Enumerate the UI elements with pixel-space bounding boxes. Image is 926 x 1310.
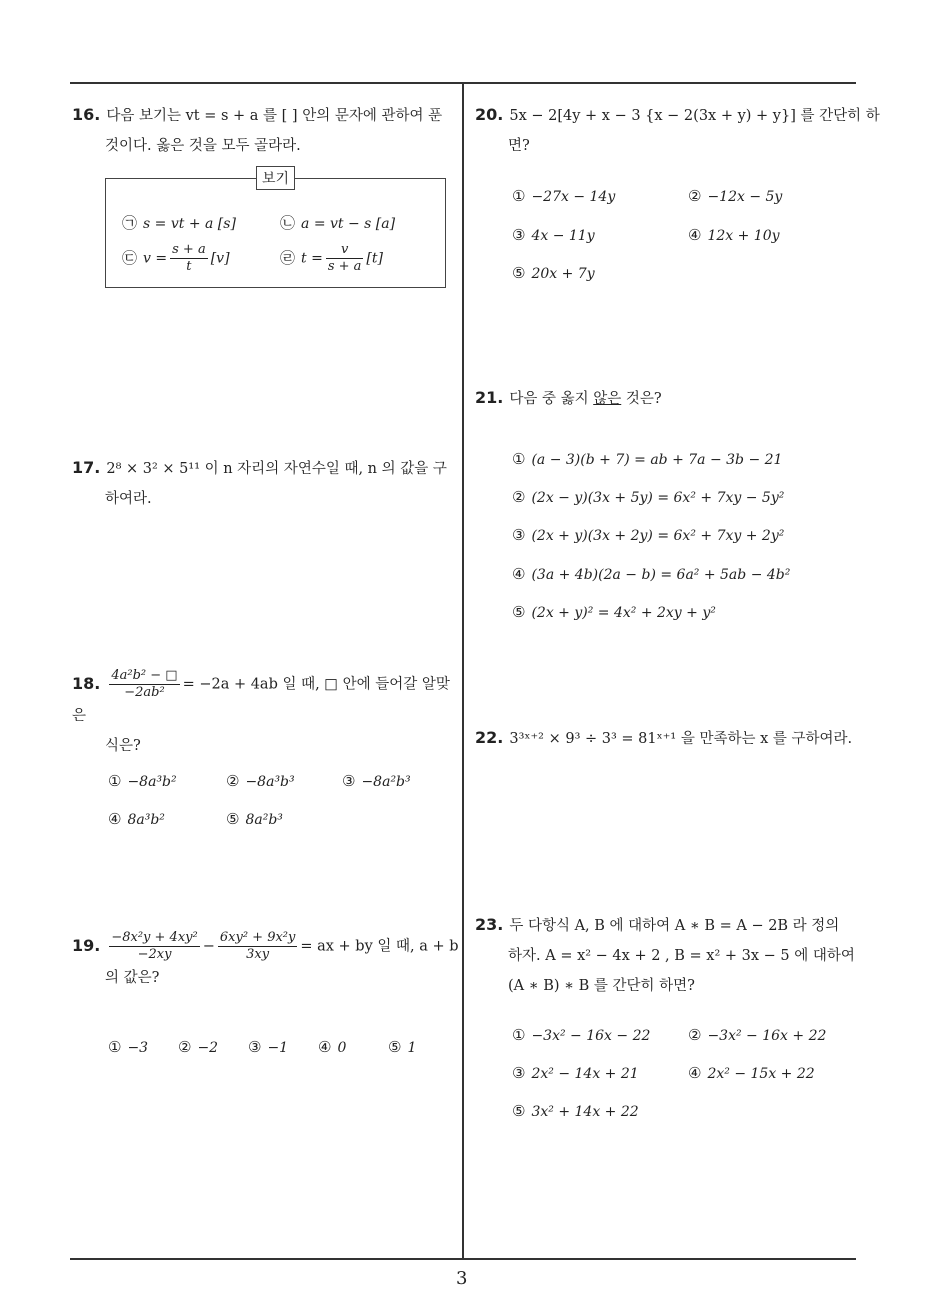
option-mark: ①: [108, 772, 122, 790]
question-text: 5x − 2[4y + x − 3 {x − 2(3x + y) + y}] 를 간단히 하: [509, 108, 880, 124]
option-mark: ⑤: [226, 810, 240, 828]
option-3[interactable]: [248, 1038, 288, 1056]
option-4[interactable]: [108, 810, 165, 828]
option-4[interactable]: [512, 565, 790, 583]
option-text: 2x² − 14x + 21: [531, 1066, 639, 1082]
option-mark: ③: [512, 226, 526, 244]
question-text-cont: 것이다. 옳은 것을 모두 골라라.: [105, 138, 301, 154]
example-item-4: [280, 242, 383, 275]
item-mark: ㉣: [280, 248, 296, 267]
option-4[interactable]: [688, 226, 780, 244]
fraction: [109, 930, 199, 963]
question-16: [72, 100, 457, 161]
option-mark: ①: [512, 1026, 526, 1044]
option-2[interactable]: [512, 488, 784, 506]
option-1[interactable]: [108, 1038, 148, 1056]
option-text: −12x − 5y: [707, 189, 783, 205]
option-mark: ⑤: [512, 264, 526, 282]
option-mark: ④: [318, 1038, 332, 1056]
question-text: = −2a + 4ab 일 때, □ 안에 들어갈 알맞은: [72, 676, 450, 724]
option-text: −1: [267, 1040, 289, 1056]
fraction: [109, 668, 179, 701]
question-number: 18.: [72, 673, 101, 693]
example-box-title: 보기: [256, 166, 295, 190]
option-3[interactable]: [512, 1064, 639, 1082]
option-mark: ①: [512, 187, 526, 205]
question-18: [72, 668, 457, 761]
underlined-word: 않은: [593, 391, 622, 407]
option-5[interactable]: [512, 603, 716, 621]
option-text: −3: [127, 1040, 149, 1056]
question-19: [72, 930, 457, 993]
question-text-cont: (A ∗ B) ∗ B 를 간단히 하면?: [508, 978, 695, 994]
option-5[interactable]: [512, 1102, 639, 1120]
option-mark: ②: [512, 488, 526, 506]
question-number: 20.: [475, 105, 504, 124]
option-text: −8a²b³: [361, 774, 411, 790]
option-3[interactable]: [512, 526, 784, 544]
item-lhs: v =: [143, 250, 168, 267]
fraction: [326, 242, 364, 275]
option-mark: ③: [248, 1038, 262, 1056]
item-tail: [t]: [366, 250, 383, 267]
option-text: (2x + y)(3x + 2y) = 6x² + 7xy + 2y²: [531, 528, 785, 544]
question-text-cont: 하여라.: [105, 491, 152, 507]
option-text: 12x + 10y: [707, 228, 780, 244]
option-5[interactable]: [512, 264, 595, 282]
option-mark: ③: [512, 526, 526, 544]
question-text-end: 것은?: [621, 391, 662, 407]
option-mark: ④: [688, 1064, 702, 1082]
option-text: (2x + y)² = 4x² + 2xy + y²: [531, 605, 716, 621]
option-mark: ③: [342, 772, 356, 790]
item-tail: [v]: [210, 250, 230, 267]
option-text: −2: [197, 1040, 219, 1056]
option-text: −27x − 14y: [531, 189, 616, 205]
question-number: 22.: [475, 728, 504, 747]
option-5[interactable]: [388, 1038, 416, 1056]
option-2[interactable]: [688, 1026, 826, 1044]
option-mark: ②: [178, 1038, 192, 1056]
question-text-cont: 면?: [508, 138, 530, 154]
option-mark: ⑤: [512, 603, 526, 621]
option-text: −3x² − 16x − 22: [531, 1028, 651, 1044]
fraction-numerator: s + a: [172, 242, 206, 257]
option-1[interactable]: [512, 1026, 650, 1044]
option-mark: ⑤: [512, 1102, 526, 1120]
option-mark: ②: [226, 772, 240, 790]
option-text: (2x − y)(3x + 5y) = 6x² + 7xy − 5y²: [531, 490, 785, 506]
option-mark: ③: [512, 1064, 526, 1082]
bottom-rule: [70, 1258, 856, 1260]
fraction: [218, 930, 297, 963]
example-item-3: [122, 242, 230, 275]
option-text: 8a²b³: [245, 812, 283, 828]
item-mark: ㉠: [122, 214, 138, 232]
question-text: 3³ˣ⁺² × 9³ ÷ 3³ = 81ˣ⁺¹ 을 만족하는 x 를 구하여라.: [509, 731, 853, 747]
option-1[interactable]: [108, 772, 177, 790]
question-20: [475, 100, 880, 161]
question-text: 다음 중 옳지: [509, 391, 594, 407]
question-number: 16.: [72, 105, 101, 124]
option-text: 3x² + 14x + 22: [531, 1104, 639, 1120]
option-2[interactable]: [688, 187, 782, 205]
option-mark: ①: [108, 1038, 122, 1056]
question-text: 두 다항식 A, B 에 대하여 A ∗ B = A − 2B 라 정의: [509, 918, 840, 934]
question-text-cont: 하자. A = x² − 4x + 2 , B = x² + 3x − 5 에 대하여: [508, 948, 855, 964]
question-number: 23.: [475, 915, 504, 934]
fraction-numerator: v: [326, 242, 364, 259]
option-text: 8a³b²: [127, 812, 165, 828]
question-23: [475, 910, 860, 1001]
column-divider: [462, 82, 464, 1259]
option-mark: ②: [688, 187, 702, 205]
option-5[interactable]: [226, 810, 283, 828]
option-text: (a − 3)(b + 7) = ab + 7a − 3b − 21: [531, 452, 783, 468]
question-17: [72, 453, 457, 514]
page-number: 3: [456, 1268, 468, 1289]
example-item-2: [280, 212, 395, 233]
question-text: 2⁸ × 3² × 5¹¹ 이 n 자리의 자연수일 때, n 의 값을 구: [106, 461, 447, 477]
option-text: 0: [337, 1040, 347, 1056]
fraction-numerator: −8x²y + 4xy²: [111, 930, 198, 945]
question-21: [475, 383, 860, 414]
fraction-denominator: 3xy: [246, 947, 270, 962]
fraction-numerator: 6xy² + 9x²y: [219, 930, 296, 945]
question-text: = ax + by 일 때, a + b: [300, 938, 459, 955]
option-2[interactable]: [178, 1038, 218, 1056]
fraction: [170, 242, 208, 275]
question-text-cont: 의 값은?: [105, 970, 160, 986]
minus-sign: −: [202, 938, 215, 955]
option-mark: ④: [108, 810, 122, 828]
question-text-cont: 식은?: [105, 738, 141, 754]
option-text: 4x − 11y: [531, 228, 595, 244]
item-lhs: t =: [301, 250, 323, 267]
option-text: −3x² − 16x + 22: [707, 1028, 827, 1044]
option-3[interactable]: [342, 772, 411, 790]
option-text: 20x + 7y: [531, 266, 595, 282]
option-4[interactable]: [318, 1038, 346, 1056]
option-text: 1: [407, 1040, 417, 1056]
option-mark: ④: [688, 226, 702, 244]
option-mark: ②: [688, 1026, 702, 1044]
question-22: [475, 723, 860, 754]
option-text: −8a³b²: [127, 774, 177, 790]
option-4[interactable]: [688, 1064, 815, 1082]
fraction-denominator: t: [186, 259, 192, 274]
option-mark: ⑤: [388, 1038, 402, 1056]
option-text: −8a³b³: [245, 774, 295, 790]
fraction-denominator: −2xy: [137, 947, 172, 962]
option-1[interactable]: [512, 187, 615, 205]
fraction-denominator: s + a: [327, 259, 362, 274]
fraction-denominator: −2ab²: [124, 685, 165, 700]
question-number: 21.: [475, 388, 504, 407]
item-text: a = vt − s [a]: [301, 216, 396, 232]
question-number: 17.: [72, 458, 101, 477]
question-number: 19.: [72, 935, 101, 955]
item-mark: ㉢: [122, 248, 138, 267]
option-3[interactable]: [512, 226, 595, 244]
question-text: 다음 보기는 vt = s + a 를 [ ] 안의 문자에 관하여 푼: [106, 108, 443, 124]
fraction-numerator: 4a²b² − □: [111, 668, 178, 683]
option-2[interactable]: [226, 772, 295, 790]
option-text: 2x² − 15x + 22: [707, 1066, 815, 1082]
item-mark: ㉡: [280, 214, 296, 232]
option-1[interactable]: [512, 450, 782, 468]
option-mark: ①: [512, 450, 526, 468]
option-text: (3a + 4b)(2a − b) = 6a² + 5ab − 4b²: [531, 567, 791, 583]
example-item-1: [122, 212, 236, 233]
item-text: s = vt + a [s]: [143, 216, 236, 232]
option-mark: ④: [512, 565, 526, 583]
